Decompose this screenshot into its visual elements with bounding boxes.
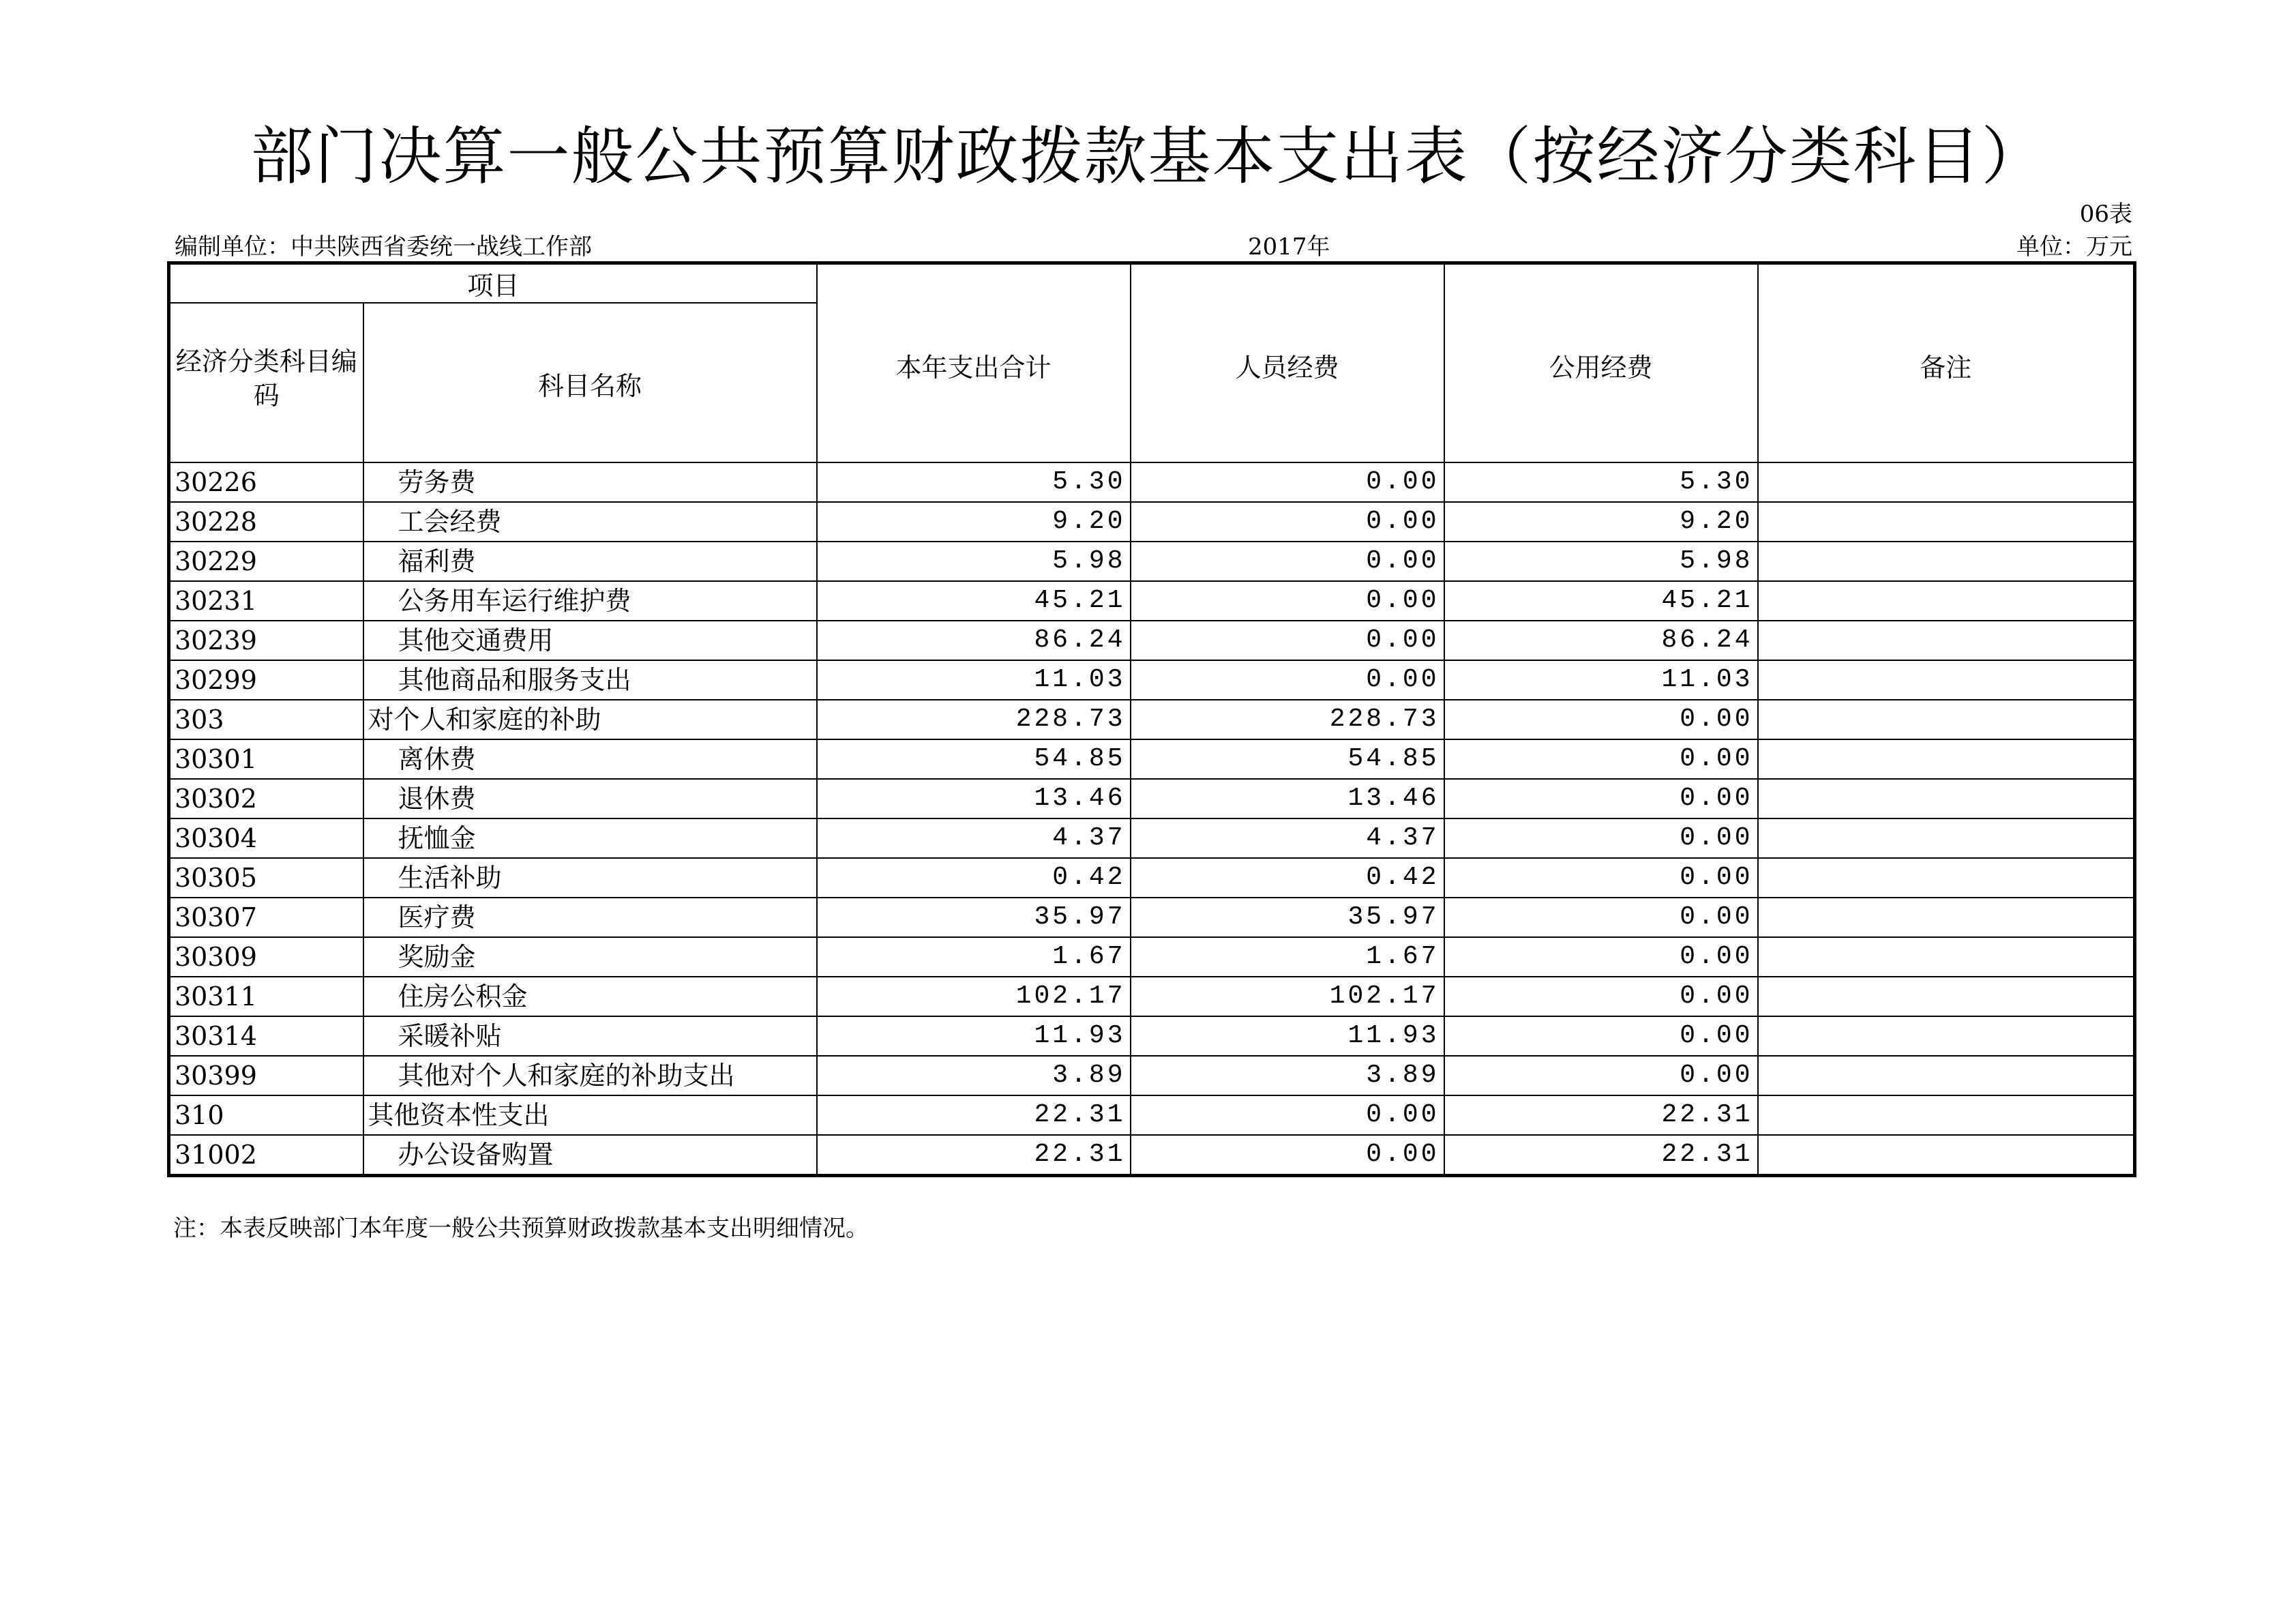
row-public: 0.00 bbox=[1444, 818, 1758, 858]
row-remark bbox=[1758, 779, 2135, 818]
row-total: 5.98 bbox=[817, 542, 1131, 581]
row-name: 退休费 bbox=[363, 779, 817, 818]
row-personnel: 0.00 bbox=[1131, 1095, 1444, 1135]
header-code: 经济分类科目编码 bbox=[169, 303, 363, 462]
table-row bbox=[169, 818, 2135, 858]
row-public: 0.00 bbox=[1444, 898, 1758, 937]
row-code: 30301 bbox=[169, 739, 363, 779]
row-total: 11.03 bbox=[817, 660, 1131, 700]
row-name: 办公设备购置 bbox=[363, 1135, 817, 1176]
row-code: 30226 bbox=[169, 462, 363, 502]
header-remark: 备注 bbox=[1758, 263, 2135, 463]
header-item-group: 项目 bbox=[169, 263, 817, 304]
row-public: 0.00 bbox=[1444, 1016, 1758, 1056]
table-row bbox=[169, 1016, 2135, 1056]
row-public: 45.21 bbox=[1444, 581, 1758, 621]
table-row bbox=[169, 621, 2135, 660]
row-personnel: 102.17 bbox=[1131, 977, 1444, 1016]
row-code: 30305 bbox=[169, 858, 363, 898]
table-row bbox=[169, 462, 2135, 502]
expenditure-table bbox=[167, 261, 2136, 1177]
row-personnel: 11.93 bbox=[1131, 1016, 1444, 1056]
row-code: 30399 bbox=[169, 1056, 363, 1095]
row-remark bbox=[1758, 581, 2135, 621]
row-public: 0.00 bbox=[1444, 779, 1758, 818]
header-total: 本年支出合计 bbox=[817, 263, 1131, 463]
row-code: 303 bbox=[169, 700, 363, 739]
row-name: 离休费 bbox=[363, 739, 817, 779]
header-name: 科目名称 bbox=[363, 303, 817, 462]
row-total: 22.31 bbox=[817, 1095, 1131, 1135]
row-total: 9.20 bbox=[817, 502, 1131, 542]
row-total: 13.46 bbox=[817, 779, 1131, 818]
table-row bbox=[169, 1056, 2135, 1095]
row-name: 劳务费 bbox=[363, 462, 817, 502]
row-remark bbox=[1758, 818, 2135, 858]
row-public: 22.31 bbox=[1444, 1095, 1758, 1135]
row-personnel: 0.00 bbox=[1131, 581, 1444, 621]
row-remark bbox=[1758, 1056, 2135, 1095]
row-total: 228.73 bbox=[817, 700, 1131, 739]
row-total: 45.21 bbox=[817, 581, 1131, 621]
row-name: 住房公积金 bbox=[363, 977, 817, 1016]
table-row bbox=[169, 858, 2135, 898]
row-public: 0.00 bbox=[1444, 700, 1758, 739]
row-remark bbox=[1758, 700, 2135, 739]
row-code: 30299 bbox=[169, 660, 363, 700]
row-code: 30309 bbox=[169, 937, 363, 977]
row-public: 0.00 bbox=[1444, 977, 1758, 1016]
row-name: 工会经费 bbox=[363, 502, 817, 542]
report-title: 部门决算一般公共预算财政拨款基本支出表（按经济分类科目） bbox=[250, 120, 2046, 193]
row-remark bbox=[1758, 462, 2135, 502]
header-public: 公用经费 bbox=[1444, 263, 1758, 463]
row-personnel: 13.46 bbox=[1131, 779, 1444, 818]
table-row bbox=[169, 700, 2135, 739]
row-personnel: 0.00 bbox=[1131, 502, 1444, 542]
row-personnel: 3.89 bbox=[1131, 1056, 1444, 1095]
row-total: 4.37 bbox=[817, 818, 1131, 858]
row-remark bbox=[1758, 898, 2135, 937]
row-remark bbox=[1758, 542, 2135, 581]
row-personnel: 0.00 bbox=[1131, 621, 1444, 660]
row-total: 0.42 bbox=[817, 858, 1131, 898]
row-name: 公务用车运行维护费 bbox=[363, 581, 817, 621]
table-row bbox=[169, 502, 2135, 542]
row-remark bbox=[1758, 858, 2135, 898]
row-code: 30239 bbox=[169, 621, 363, 660]
row-code: 30229 bbox=[169, 542, 363, 581]
row-remark bbox=[1758, 977, 2135, 1016]
row-code: 30314 bbox=[169, 1016, 363, 1056]
row-name: 其他商品和服务支出 bbox=[363, 660, 817, 700]
row-public: 22.31 bbox=[1444, 1135, 1758, 1176]
table-row bbox=[169, 1135, 2135, 1176]
row-code: 31002 bbox=[169, 1135, 363, 1176]
table-row bbox=[169, 581, 2135, 621]
row-personnel: 4.37 bbox=[1131, 818, 1444, 858]
row-public: 11.03 bbox=[1444, 660, 1758, 700]
table-body bbox=[169, 462, 2135, 1176]
row-name: 其他交通费用 bbox=[363, 621, 817, 660]
row-code: 30307 bbox=[169, 898, 363, 937]
row-remark bbox=[1758, 1095, 2135, 1135]
row-personnel: 0.42 bbox=[1131, 858, 1444, 898]
row-remark bbox=[1758, 621, 2135, 660]
row-total: 3.89 bbox=[817, 1056, 1131, 1095]
currency-unit: 单位：万元 bbox=[2016, 233, 2132, 261]
row-remark bbox=[1758, 660, 2135, 700]
row-name: 生活补助 bbox=[363, 858, 817, 898]
table-row bbox=[169, 898, 2135, 937]
row-total: 22.31 bbox=[817, 1135, 1131, 1176]
row-public: 9.20 bbox=[1444, 502, 1758, 542]
row-name: 采暖补贴 bbox=[363, 1016, 817, 1056]
row-personnel: 228.73 bbox=[1131, 700, 1444, 739]
row-remark bbox=[1758, 1135, 2135, 1176]
row-name: 抚恤金 bbox=[363, 818, 817, 858]
table-row bbox=[169, 779, 2135, 818]
row-total: 1.67 bbox=[817, 937, 1131, 977]
row-total: 86.24 bbox=[817, 621, 1131, 660]
row-total: 54.85 bbox=[817, 739, 1131, 779]
row-name: 医疗费 bbox=[363, 898, 817, 937]
row-remark bbox=[1758, 502, 2135, 542]
row-personnel: 35.97 bbox=[1131, 898, 1444, 937]
footnote: 注：本表反映部门本年度一般公共预算财政拨款基本支出明细情况。 bbox=[173, 1215, 869, 1242]
row-code: 310 bbox=[169, 1095, 363, 1135]
row-total: 102.17 bbox=[817, 977, 1131, 1016]
form-number: 06表 bbox=[2079, 201, 2132, 228]
row-name: 福利费 bbox=[363, 542, 817, 581]
row-remark bbox=[1758, 739, 2135, 779]
row-name: 奖励金 bbox=[363, 937, 817, 977]
header-personnel: 人员经费 bbox=[1131, 263, 1444, 463]
report-year: 2017年 bbox=[1248, 233, 1330, 261]
row-public: 0.00 bbox=[1444, 858, 1758, 898]
row-remark bbox=[1758, 937, 2135, 977]
table-row bbox=[169, 660, 2135, 700]
table-row bbox=[169, 739, 2135, 779]
row-name: 其他资本性支出 bbox=[363, 1095, 817, 1135]
row-public: 0.00 bbox=[1444, 739, 1758, 779]
row-code: 30302 bbox=[169, 779, 363, 818]
header-row-top bbox=[169, 263, 2135, 304]
row-code: 30304 bbox=[169, 818, 363, 858]
row-name: 其他对个人和家庭的补助支出 bbox=[363, 1056, 817, 1095]
row-total: 11.93 bbox=[817, 1016, 1131, 1056]
row-public: 0.00 bbox=[1444, 937, 1758, 977]
row-code: 30311 bbox=[169, 977, 363, 1016]
table-row bbox=[169, 977, 2135, 1016]
row-remark bbox=[1758, 1016, 2135, 1056]
row-total: 35.97 bbox=[817, 898, 1131, 937]
row-personnel: 0.00 bbox=[1131, 660, 1444, 700]
row-personnel: 1.67 bbox=[1131, 937, 1444, 977]
row-personnel: 54.85 bbox=[1131, 739, 1444, 779]
row-public: 5.98 bbox=[1444, 542, 1758, 581]
row-public: 0.00 bbox=[1444, 1056, 1758, 1095]
row-public: 5.30 bbox=[1444, 462, 1758, 502]
row-personnel: 0.00 bbox=[1131, 1135, 1444, 1176]
row-code: 30231 bbox=[169, 581, 363, 621]
table-row bbox=[169, 542, 2135, 581]
row-total: 5.30 bbox=[817, 462, 1131, 502]
row-name: 对个人和家庭的补助 bbox=[363, 700, 817, 739]
row-personnel: 0.00 bbox=[1131, 462, 1444, 502]
row-personnel: 0.00 bbox=[1131, 542, 1444, 581]
table-row bbox=[169, 1095, 2135, 1135]
table-row bbox=[169, 937, 2135, 977]
row-public: 86.24 bbox=[1444, 621, 1758, 660]
compiling-unit: 编制单位：中共陕西省委统一战线工作部 bbox=[175, 233, 592, 261]
row-code: 30228 bbox=[169, 502, 363, 542]
